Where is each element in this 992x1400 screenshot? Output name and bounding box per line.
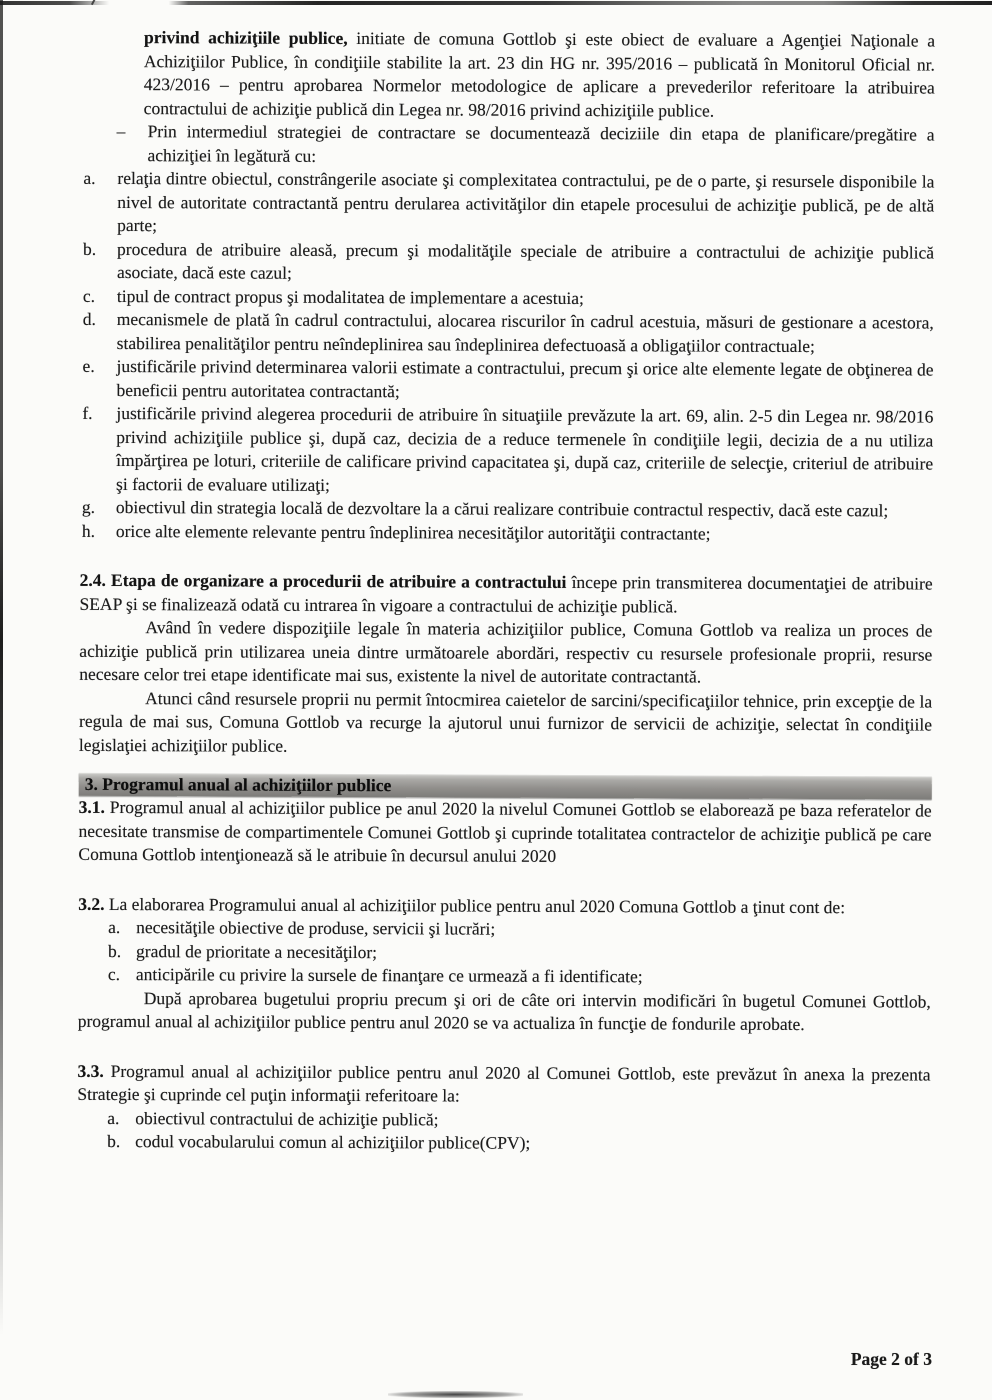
list-marker: c.: [107, 963, 121, 985]
list-item-text: justificările privind determinarea valorii estimate a contractului, precum şi orice alte elemente legate de obţinerea de beneficii pentru autoritatea contractantă;: [116, 355, 934, 401]
intro-paragraph: [144, 26, 935, 123]
list-marker: d.: [82, 308, 96, 329]
paragraph-atunci: Atunci când resursele proprii nu permit întocmirea caietelor de sarcini/specificaţiilor tehnice, prin excepţie de la regula de mai sus, Comuna Gottlob va recurge la ajutorul unui furnizor de servicii de achiziţie, selectat în condiţiile legislaţiei achiziţiilor publice.: [78, 687, 933, 756]
list-marker: b.: [83, 238, 97, 259]
list-item: [106, 916, 931, 943]
section-3-1-number: 3.1.: [78, 796, 105, 817]
paragraph-dupa: După aprobarea bugetului propriu precum şi ori de câte ori intervin modificări în bugetul Comunei Gottlob, programul anual al achiziţiilor publice pentru anul 2020 se va actualiza în funcţie de fondurile aprobate.: [77, 987, 931, 1034]
list-item-text: procedura de atribuire aleasă, precum şi modalităţile speciale de atribuire a contractului de achiziţie publică asociate, dacă este cazul;: [116, 238, 935, 283]
list-item-h: [80, 519, 933, 546]
dash-marker: –: [116, 120, 126, 142]
section-3-2-number: 3.2.: [78, 893, 105, 914]
list-marker: a.: [83, 167, 96, 188]
section-2-4-text: începe prin transmiterea documentaţiei de atribuire SEAP şi se finalizează odată cu intrarea în vigoare a contractului de achiziţie publică.: [79, 571, 933, 616]
list-item-text: obiectivul contractului de achiziţie publică;: [135, 1107, 439, 1129]
paragraph-avand: Având în vedere dispoziţiile legale în materia achiziţiilor publice, Comuna Gottlob va realiza un proces de achiziţie publică prin utilizarea uneia dintre următoarele abordări, respectiv cu resursele profesionale proprii, resurse necesare celor trei etape identificate mai sus, existente la nivel de autoritate contractantă.: [79, 617, 933, 687]
scan-bottom-smudge-artifact: [388, 1391, 523, 1398]
section-3-2-list: [106, 916, 931, 990]
list-marker: a.: [108, 916, 121, 938]
list-item-text: tipul de contract propus şi modalitatea de implementare a acestuia;: [116, 285, 584, 308]
list-marker: h.: [81, 520, 96, 541]
list-item-e: [80, 355, 933, 406]
section-3-3-paragraph: [77, 1059, 930, 1110]
list-item: [106, 939, 931, 966]
list-marker: e.: [82, 355, 95, 376]
list-marker: b.: [107, 1130, 121, 1152]
section-3-3-text: Programul anual al achiziţiilor publice pentru anul 2020 al Comunei Gottlob, este prevăzut în anexa la prezenta Strategie şi cuprinde cel puţin informaţii referitoare la:: [77, 1060, 931, 1106]
section-3-1-paragraph: [78, 796, 931, 870]
list-marker: b.: [107, 940, 122, 961]
list-item-b: [81, 237, 934, 288]
list-item-d: [81, 308, 934, 359]
list-marker: g.: [81, 496, 96, 517]
list-item-text: relaţia dintre obiectul, constrângerile asociate şi complexitatea contractului, pe de o parte, şi resursele disponibile la nivel de autoritate contractantă pentru derularea activităţilor din etapele procesului de achiziţie publică, pe de altă parte;: [117, 167, 935, 236]
list-marker: a.: [107, 1107, 120, 1128]
list-item: [105, 1106, 930, 1133]
list-item-text: obiectivul din strategia locală de dezvoltare la a cărui realizare contribuie contractul respectiv, dacă este cazul;: [115, 496, 889, 521]
list-item-a: [81, 167, 934, 241]
section-2-4-paragraph: [79, 569, 932, 620]
list-item-text: orice alte elemente relevante pentru îndeplinirea necesităţilor autorităţii contractante;: [115, 520, 711, 544]
list-item-text: necesităţile obiective de produse, servicii şi lucrări;: [136, 917, 496, 939]
section-3-3-number: 3.3.: [77, 1060, 104, 1081]
list-item-text: mecanismele de plată în cadrul contractului, alocarea riscurilor în cadrul acestuia, măsuri de gestionare a acestora, stabilirea penalităţilor pentru neîndeplinirea sau îndeplinirea defectuoasă a obligaţiilor contractuale;: [116, 308, 934, 356]
list-marker: f.: [82, 402, 93, 423]
section-2-4-heading: 2.4. Etapa de organizare a procedurii de atribuire a contractului: [79, 569, 567, 592]
list-item-f: [80, 402, 933, 500]
dash-item-text: Prin intermediul strategiei de contractare se documentează deciziile din etapa de planificare/pregătire a achiziţiei în legătură cu:: [147, 121, 935, 166]
list-item-text: anticipările cu privire la sursele de finanţare ce urmează a fi identificate;: [135, 964, 643, 987]
section-3-1-text: Programul anual al achiziţiilor publice pe anul 2020 la nivelul Comunei Gottlob se elaborează pe baza referatelor de necesitate transmise de compartimentele Comunei Gottlob şi cuprinde totalitatea contractelor de achiziţie publică pe care Comuna Gottlob intenţionează să le atribuie în decursul anului 2020: [78, 796, 932, 866]
list-item-text: justificările privind alegerea procedurii de atribuire în situaţiile prevăzute la art. 69, alin. 2-5 din Legea nr. 98/2016 privind achiziţiile publice şi, după caz, decizia de a reduce termenele în condiţiile legii, decizia de a nu utiliza împărţirea pe loturi, criteriile de calificare privind capacitatea şi, după caz, criteriile de selecţie, criteriul de atribuire şi factorii de evaluare utilizaţi;: [116, 402, 934, 495]
list-item: [106, 963, 931, 990]
intro-text: initiate de comuna Gottlob şi este obiect de evaluare a Agenţiei Naţionale a Achiziţiilor Publice, în condiţiile stabilite la art. 23 din HG nr. 395/2016 – publicată în Monitorul Oficial nr. 423/2016 – pentru aprobarea Normelor metodologice de aplicare a prevederilor referitoare la atribuirea contractului de achiziţie publică din Legea nr. 98/2016 privind achiziţiile publice.: [143, 27, 936, 121]
intro-lead-bold: privind achiziţiile publice,: [143, 27, 348, 48]
list-marker: c.: [82, 285, 96, 306]
page-number: Page 2 of 3: [850, 1349, 932, 1369]
section-3-header-bar: 3. Programul anual al achiziţiilor publice: [79, 773, 932, 800]
list-item-text: codul vocabularului comun al achiziţiilor publice(CPV);: [135, 1131, 531, 1153]
section-3-2-text: La elaborarea Programului anual al achiziţiilor publice pentru anul 2020 Comuna Gottlob a ţinut cont de:: [104, 893, 846, 917]
list-item-text: gradul de prioritate a necesităţilor;: [135, 940, 378, 962]
section-3-3-list: [105, 1106, 930, 1157]
dash-item: [81, 120, 934, 171]
list-item: [105, 1130, 930, 1157]
